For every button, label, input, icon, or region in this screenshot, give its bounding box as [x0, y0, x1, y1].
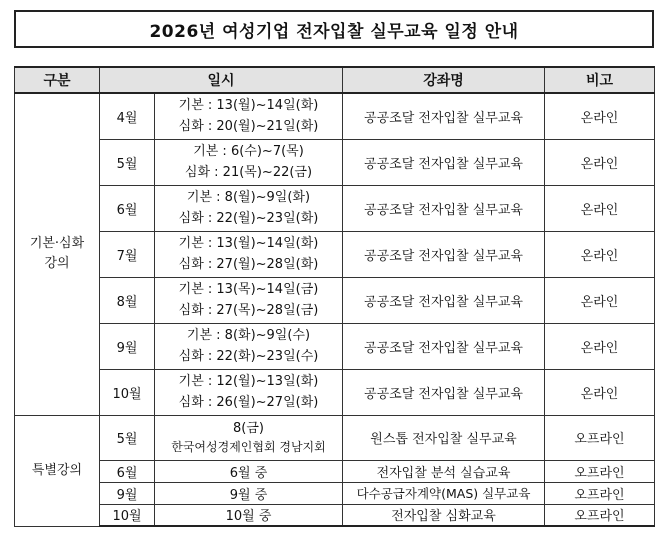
note-cell: 온라인: [545, 369, 655, 415]
special-date: 8(금): [233, 420, 264, 436]
course-cell: 공공조달 전자입찰 실무교육: [343, 185, 545, 231]
date-cell: [155, 277, 343, 323]
advanced-date: 심화 : 20(월)~21일(화): [178, 119, 319, 135]
advanced-date: 심화 : 22(월)~23일(화): [178, 211, 319, 226]
basic-date: 기본 : 8(화)~9일(수): [186, 328, 311, 343]
table-row: [15, 93, 655, 139]
date-cell: [155, 93, 343, 139]
month-cell: 4월: [100, 93, 155, 139]
basic-date: 기본 : 13(목)~14일(금): [178, 282, 319, 297]
advanced-date: 심화 : 26(월)~27일(화): [178, 395, 319, 410]
course-cell: 전자입찰 분석 실습교육: [343, 460, 545, 482]
date-cell: [155, 415, 343, 460]
course-cell: 공공조달 전자입찰 실무교육: [343, 231, 545, 277]
date-cell: [155, 323, 343, 369]
note-cell: 오프라인: [545, 482, 655, 504]
course-cell: 전자입찰 심화교육: [343, 504, 545, 526]
month-cell: 5월: [100, 139, 155, 185]
month-cell: 6월: [100, 185, 155, 231]
header-schedule: 일시: [100, 67, 343, 93]
schedule-table: [14, 66, 655, 527]
note-cell: 온라인: [545, 139, 655, 185]
course-cell: 공공조달 전자입찰 실무교육: [343, 323, 545, 369]
page-title: [14, 10, 654, 48]
table-row: [15, 139, 655, 185]
category-basic-line1: 기본·심화: [29, 236, 85, 252]
table-row: [15, 231, 655, 277]
course-cell: 공공조달 전자입찰 실무교육: [343, 277, 545, 323]
month-cell: 5월: [100, 415, 155, 460]
date-cell: 10월 중: [155, 504, 343, 526]
advanced-date: 심화 : 27(월)~28일(화): [178, 257, 319, 272]
course-cell: 공공조달 전자입찰 실무교육: [343, 93, 545, 139]
special-venue: 한국여성경제인협회 경남지회: [171, 439, 326, 454]
note-cell: 온라인: [545, 231, 655, 277]
course-cell: 원스톱 전자입찰 실무교육: [343, 415, 545, 460]
table-row: [15, 185, 655, 231]
month-cell: 10월: [100, 369, 155, 415]
table-row: [15, 504, 655, 526]
date-cell: 9월 중: [155, 482, 343, 504]
basic-date: 기본 : 6(수)~7(목): [193, 144, 304, 159]
header-note: 비고: [545, 67, 655, 93]
page-title-text: 2026년 여성기업 전자입찰 실무교육 일정 안내: [149, 21, 519, 42]
date-cell: [155, 139, 343, 185]
header-category: 구분: [15, 67, 100, 93]
advanced-date: 심화 : 22(화)~23일(수): [178, 349, 319, 364]
category-basic-line2: 강의: [44, 256, 70, 272]
note-cell: 온라인: [545, 185, 655, 231]
course-cell: 공공조달 전자입찰 실무교육: [343, 139, 545, 185]
header-course: 강좌명: [343, 67, 545, 93]
note-cell: 온라인: [545, 323, 655, 369]
basic-date: 기본 : 12(월)~13일(화): [178, 374, 319, 389]
course-cell: 공공조달 전자입찰 실무교육: [343, 369, 545, 415]
month-cell: 6월: [100, 460, 155, 482]
basic-date: 기본 : 13(월)~14일(화): [178, 98, 319, 114]
table-row: [15, 277, 655, 323]
table-row: [15, 482, 655, 504]
table-row: [15, 415, 655, 460]
advanced-date: 심화 : 21(목)~22(금): [184, 165, 313, 180]
month-cell: 9월: [100, 323, 155, 369]
course-cell: 다수공급자계약(MAS) 실무교육: [343, 482, 545, 504]
category-basic: [15, 93, 100, 415]
month-cell: 9월: [100, 482, 155, 504]
basic-date: 기본 : 8(월)~9일(화): [186, 190, 311, 205]
note-cell: 온라인: [545, 277, 655, 323]
month-cell: 8월: [100, 277, 155, 323]
note-cell: 온라인: [545, 93, 655, 139]
date-cell: [155, 231, 343, 277]
basic-date: 기본 : 13(월)~14일(화): [178, 236, 319, 251]
note-cell: 오프라인: [545, 415, 655, 460]
date-cell: [155, 369, 343, 415]
table-header-row: [15, 67, 655, 93]
table-row: [15, 460, 655, 482]
category-special: 특별강의: [15, 415, 100, 526]
table-row: [15, 323, 655, 369]
month-cell: 10월: [100, 504, 155, 526]
table-row: [15, 369, 655, 415]
month-cell: 7월: [100, 231, 155, 277]
note-cell: 오프라인: [545, 504, 655, 526]
advanced-date: 심화 : 27(목)~28일(금): [178, 303, 319, 318]
date-cell: [155, 185, 343, 231]
note-cell: 오프라인: [545, 460, 655, 482]
date-cell: 6월 중: [155, 460, 343, 482]
